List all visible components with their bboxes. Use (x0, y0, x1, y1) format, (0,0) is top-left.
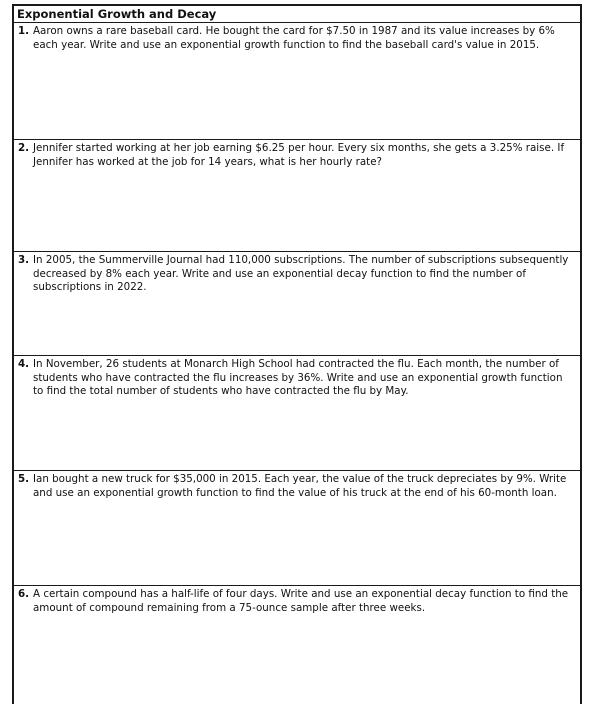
problem-number: 6. (18, 588, 30, 600)
problem-box-3 (14, 252, 580, 356)
problem-box-6 (14, 586, 580, 706)
problem-row (18, 25, 574, 52)
problem-text: Ian bought a new truck for $35,000 in 2015. Each year, the value of the truck depreciates by 9%. Write and use an exponential growth function to find the value of his truck at the end of his 60-month loan. (33, 473, 567, 499)
problem-number: 1. (18, 25, 30, 37)
problem-row (18, 254, 574, 295)
problem-row (18, 142, 574, 169)
problem-number: 5. (18, 473, 30, 485)
problem-number: 4. (18, 358, 30, 370)
worksheet (12, 4, 582, 704)
problem-text: Aaron owns a rare baseball card. He bought the card for $7.50 in 1987 and its value increases by 6% each year. Write and use an exponential growth function to find the baseball card's value in 2015. (33, 25, 555, 51)
problem-text: A certain compound has a half-life of four days. Write and use an exponential decay function to find the amount of compound remaining from a 75-ounce sample after three weeks. (33, 588, 569, 614)
problem-text: In 2005, the Summerville Journal had 110,000 subscriptions. The number of subscriptions subsequently decreased by 8% each year. Write and use an exponential decay function to find the number of subscriptions in 2022. (33, 254, 569, 294)
problem-number: 2. (18, 142, 30, 154)
problem-box-1 (14, 23, 580, 140)
problem-box-4 (14, 356, 580, 471)
problem-number: 3. (18, 254, 30, 266)
problem-row (18, 358, 574, 399)
problem-text: Jennifer started working at her job earning $6.25 per hour. Every six months, she gets a 3.25% raise. If Jennifer has worked at the job for 14 years, what is her hourly rate? (33, 142, 565, 168)
problem-row (18, 588, 574, 615)
worksheet-title: Exponential Growth and Decay (14, 6, 580, 23)
problem-box-2 (14, 140, 580, 252)
problem-text: In November, 26 students at Monarch High School had contracted the flu. Each month, the number of students who have contracted the flu increases by 36%. Write and use an exponential growth function to find the total number of students who have contracted the flu by May. (33, 358, 563, 398)
problem-box-5 (14, 471, 580, 586)
problem-row (18, 473, 574, 500)
